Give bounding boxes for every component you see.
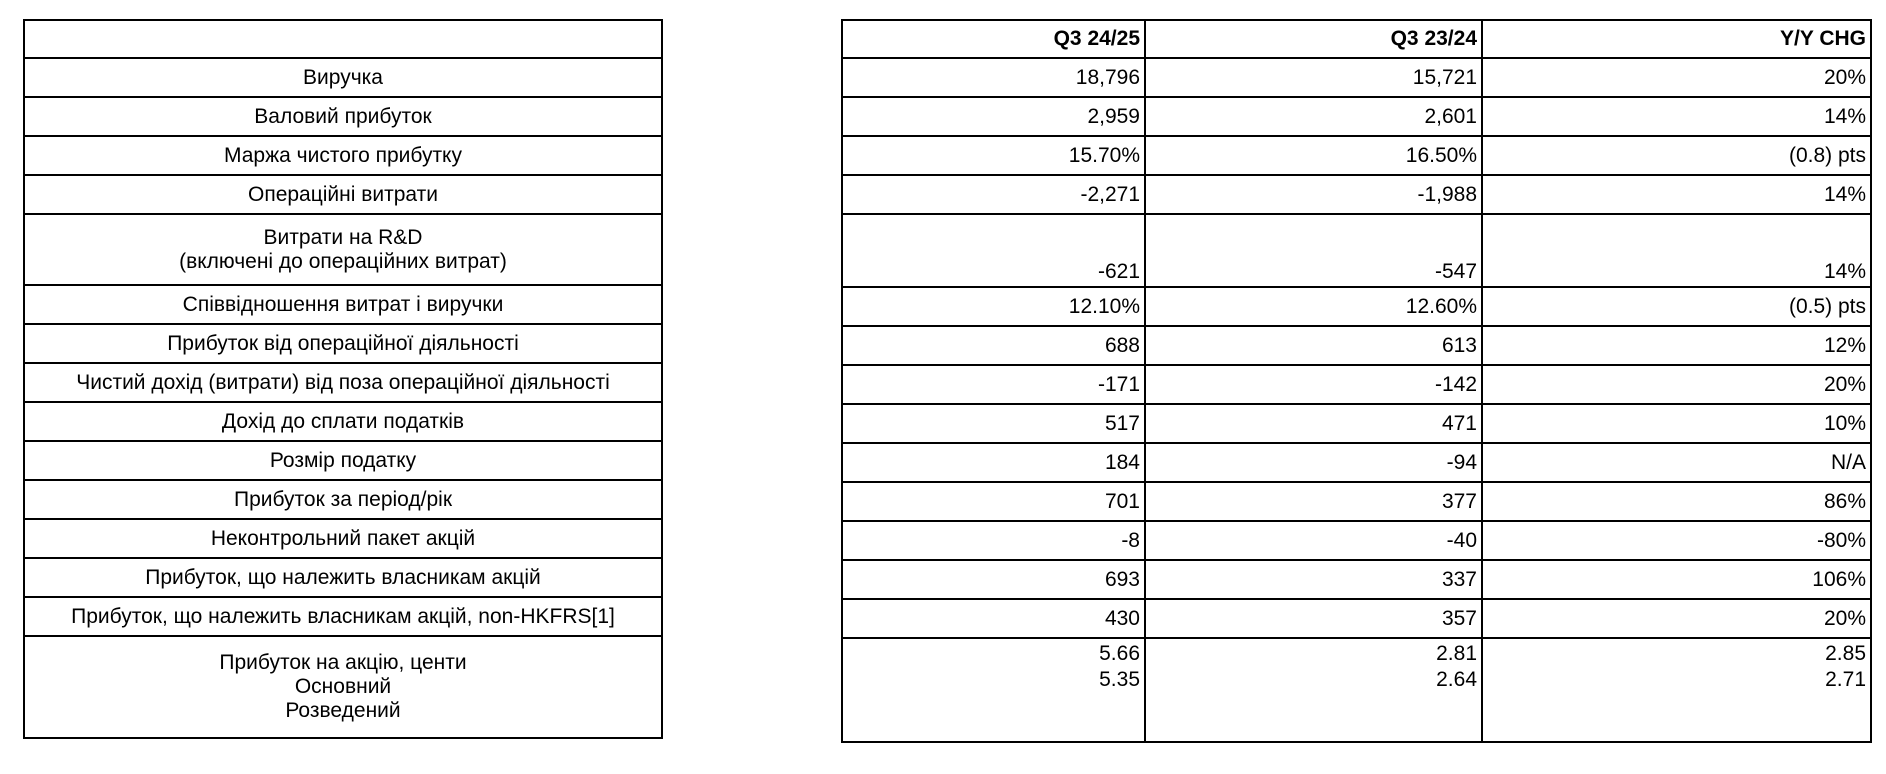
value-cell: 701 — [842, 482, 1145, 521]
table-row — [842, 365, 1871, 404]
value-cell: 16.50% — [1145, 136, 1482, 175]
eps-basic-value: 5.66 — [1099, 642, 1140, 665]
row-label-eps-basic: Основний — [294, 675, 392, 698]
values-table — [841, 19, 1872, 743]
eps-basic-value: 2.81 — [1436, 642, 1477, 665]
value-cell: -8 — [842, 521, 1145, 560]
value-cell: -94 — [1145, 443, 1482, 482]
value-cell: 14% — [1482, 97, 1871, 136]
row-label-cost-income-ratio: Співвідношення витрат і виручки — [24, 285, 662, 324]
column-header-q3-2324: Q3 23/24 — [1145, 20, 1482, 58]
table-row — [842, 404, 1871, 443]
row-label-profit-attributable: Прибуток, що належить власникам акцій — [24, 558, 662, 597]
value-cell: 15.70% — [842, 136, 1145, 175]
row-label-tax: Розмір податку — [24, 441, 662, 480]
row-label-net-margin: Маржа чистого прибутку — [24, 136, 662, 175]
value-cell: -1,988 — [1145, 175, 1482, 214]
value-cell: 688 — [842, 326, 1145, 365]
row-label-eps-diluted: Розведений — [285, 699, 401, 722]
row-label-non-controlling: Неконтрольний пакет акцій — [24, 519, 662, 558]
value-cell: 86% — [1482, 482, 1871, 521]
table-row — [842, 443, 1871, 482]
value-cell: 517 — [842, 404, 1145, 443]
value-cell: (0.8) pts — [1482, 136, 1871, 175]
value-cell: -142 — [1145, 365, 1482, 404]
value-cell: 20% — [1482, 58, 1871, 97]
value-cell: 12.60% — [1145, 287, 1482, 326]
value-cell: 10% — [1482, 404, 1871, 443]
eps-diluted-value: 5.35 — [1099, 668, 1140, 691]
value-cell: -80% — [1482, 521, 1871, 560]
table-row — [842, 638, 1871, 742]
table-row — [842, 97, 1871, 136]
table-row — [842, 287, 1871, 326]
table-row — [842, 560, 1871, 599]
column-header-q3-2425: Q3 24/25 — [842, 20, 1145, 58]
row-label-non-operating-net: Чистий дохід (витрати) від поза операційної діяльності — [24, 363, 662, 402]
table-row — [842, 214, 1871, 287]
row-label-eps — [24, 636, 662, 738]
value-cell: 357 — [1145, 599, 1482, 638]
column-header-yoy: Y/Y CHG — [1482, 20, 1871, 58]
table-row — [842, 599, 1871, 638]
value-cell: 430 — [842, 599, 1145, 638]
value-cell: 377 — [1145, 482, 1482, 521]
value-cell: 184 — [842, 443, 1145, 482]
value-cell: -171 — [842, 365, 1145, 404]
row-label-operating-profit: Прибуток від операційної діяльності — [24, 324, 662, 363]
row-label-profit-before-tax: Дохід до сплати податків — [24, 402, 662, 441]
table-row — [842, 482, 1871, 521]
value-cell: 471 — [1145, 404, 1482, 443]
table-row — [842, 521, 1871, 560]
value-cell: 613 — [1145, 326, 1482, 365]
value-cell — [1145, 638, 1482, 742]
label-header-cell — [24, 20, 662, 58]
row-labels-table — [23, 19, 663, 739]
value-cell: -621 — [842, 214, 1145, 287]
value-cell: 106% — [1482, 560, 1871, 599]
value-cell: 14% — [1482, 175, 1871, 214]
row-label-profit-for-period: Прибуток за період/рік — [24, 480, 662, 519]
table-row — [842, 136, 1871, 175]
value-cell — [1482, 638, 1871, 742]
row-label-operating-expenses: Операційні витрати — [24, 175, 662, 214]
value-cell: -2,271 — [842, 175, 1145, 214]
value-cell: 2,601 — [1145, 97, 1482, 136]
value-cell: -547 — [1145, 214, 1482, 287]
value-cell: -40 — [1145, 521, 1482, 560]
value-cell: 15,721 — [1145, 58, 1482, 97]
row-label-eps-line1: Прибуток на акцію, центи — [219, 651, 467, 674]
value-cell: 20% — [1482, 599, 1871, 638]
value-cell: 337 — [1145, 560, 1482, 599]
value-cell: 2,959 — [842, 97, 1145, 136]
value-cell — [842, 638, 1145, 742]
row-label-revenue: Виручка — [24, 58, 662, 97]
table-row — [842, 326, 1871, 365]
value-cell: 693 — [842, 560, 1145, 599]
value-cell: N/A — [1482, 443, 1871, 482]
row-label-gross-profit: Валовий прибуток — [24, 97, 662, 136]
value-cell: 20% — [1482, 365, 1871, 404]
eps-diluted-value: 2.64 — [1436, 668, 1477, 691]
value-cell: 18,796 — [842, 58, 1145, 97]
header-row — [842, 20, 1871, 58]
row-label-rd-line2: (включені до операційних витрат) — [179, 249, 507, 273]
table-row — [842, 58, 1871, 97]
row-label-profit-attributable-non-hkfrs: Прибуток, що належить власникам акцій, non-HKFRS[1] — [24, 597, 662, 636]
eps-diluted-change: 2.71 — [1825, 668, 1866, 691]
value-cell: (0.5) pts — [1482, 287, 1871, 326]
value-cell: 12% — [1482, 326, 1871, 365]
value-cell: 12.10% — [842, 287, 1145, 326]
eps-basic-change: 2.85 — [1825, 642, 1866, 665]
value-cell: 14% — [1482, 214, 1871, 287]
row-label-rd-expenses — [24, 214, 662, 285]
row-label-rd-line1: Витрати на R&D — [263, 225, 423, 249]
table-row — [842, 175, 1871, 214]
